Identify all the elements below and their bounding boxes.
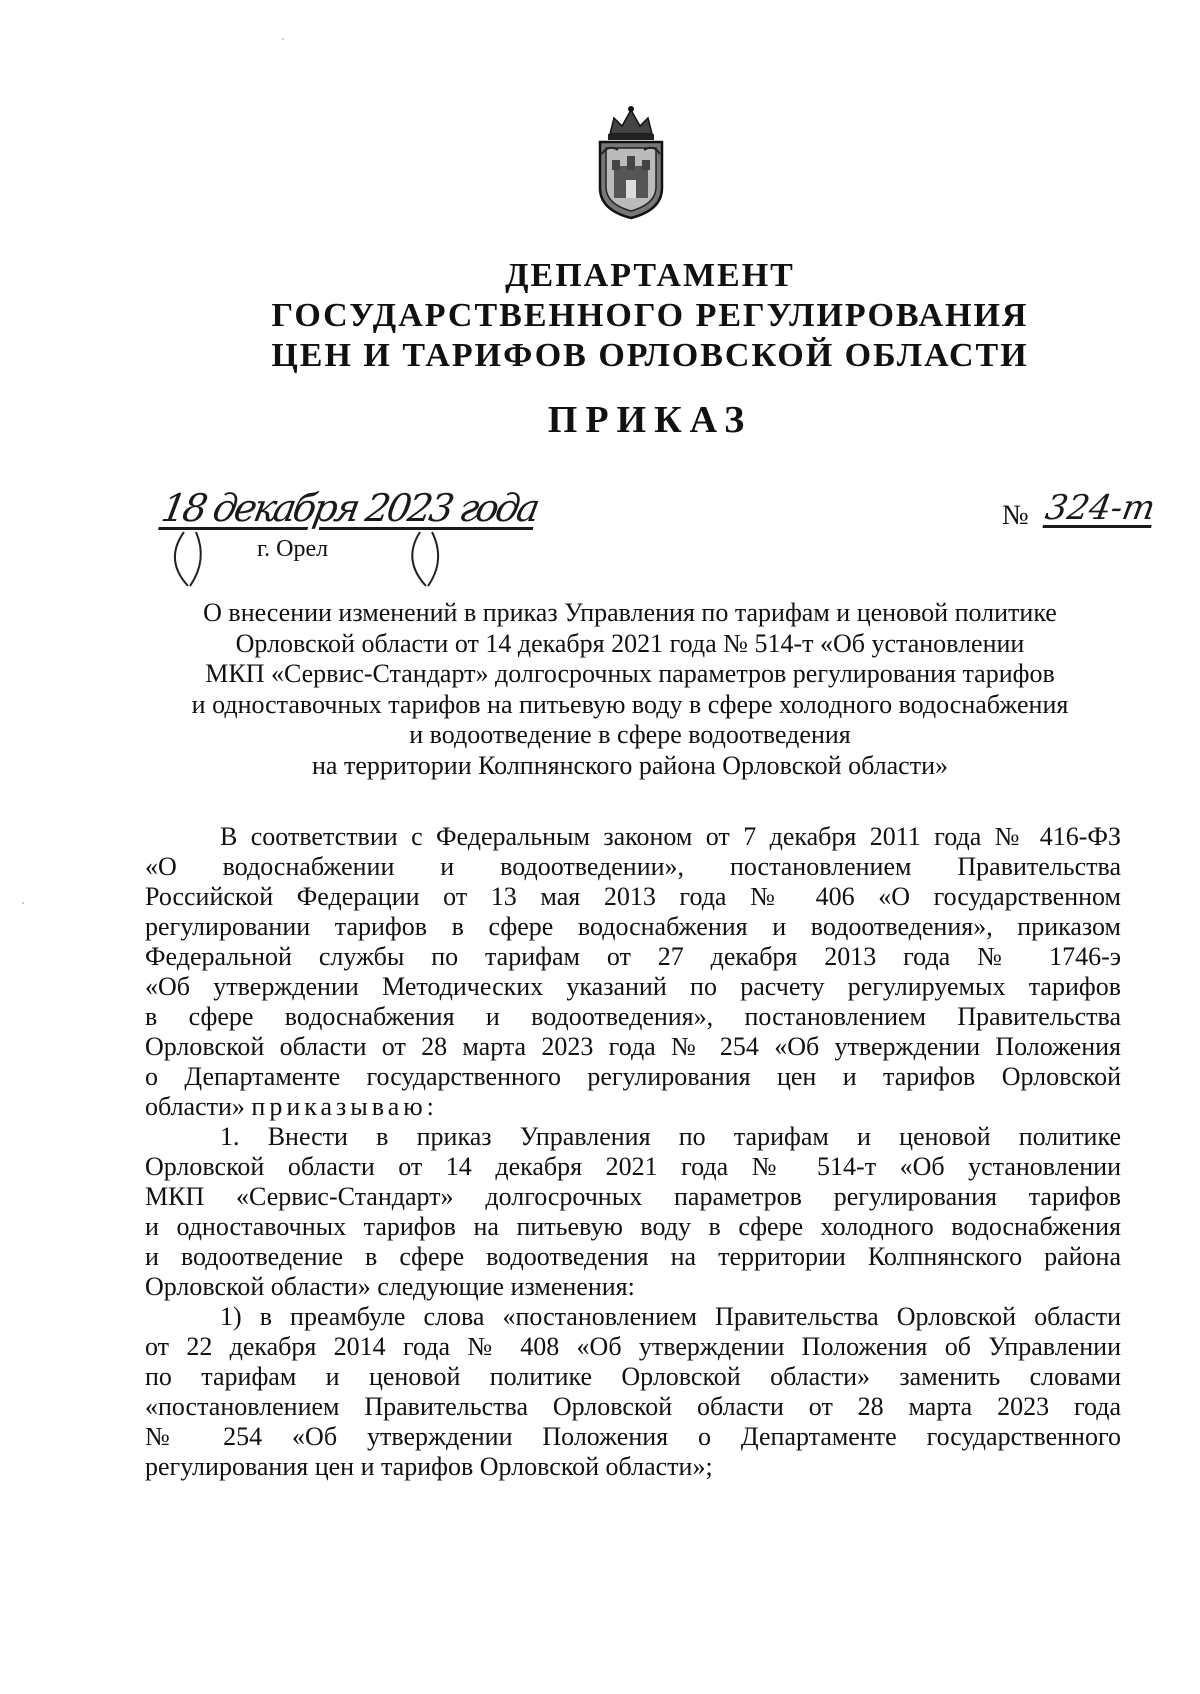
department-title-line-2: ГОСУДАРСТВЕННОГО РЕГУЛИРОВАНИЯ bbox=[271, 297, 1029, 334]
item-1-1-line: 1) в преамбуле слова «постановлением Правительства Орловской области bbox=[220, 1302, 1121, 1331]
body-line: Федеральной службы по тарифам от 27 декабря 2013 года № 1746-э bbox=[145, 942, 1121, 971]
item-1-line: 1. Внести в приказ Управления по тарифам и ценовой политике bbox=[220, 1122, 1121, 1151]
order-number-label: № bbox=[1002, 500, 1029, 531]
item-1-1-line: № 254 «Об утверждении Положения о Департаменте государственного bbox=[145, 1422, 1121, 1451]
subject-line: МКП «Сервис-Стандарт» долгосрочных параметров регулирования тарифов bbox=[205, 659, 1055, 688]
order-subject bbox=[140, 598, 1120, 781]
department-title-line-1: ДЕПАРТАМЕНТ bbox=[505, 257, 795, 294]
body-line: о Департаменте государственного регулирования цен и тарифов Орловской bbox=[145, 1062, 1121, 1091]
orel-region-coat-of-arms-icon bbox=[588, 104, 674, 222]
item-1-1-line: регулирования цен и тарифов Орловской области»; bbox=[145, 1452, 713, 1481]
decree-prefix: области» bbox=[145, 1092, 252, 1121]
item-1-1-line: по тарифам и ценовой политике Орловской области» заменить словами bbox=[145, 1362, 1121, 1391]
scan-speck bbox=[22, 902, 24, 904]
item-1-1-line: от 22 декабря 2014 года № 408 «Об утверждении Положения об Управлении bbox=[145, 1332, 1121, 1361]
subject-line: О внесении изменений в приказ Управления по тарифам и ценовой политике bbox=[203, 598, 1057, 627]
subject-line: и одноставочных тарифов на питьевую воду в сфере холодного водоснабжения bbox=[191, 689, 1069, 719]
subject-line: Орловской области от 14 декабря 2021 года № 514-т «Об установлении bbox=[235, 628, 1025, 658]
handwritten-order-number: 324-т bbox=[1042, 488, 1159, 528]
item-1-line: Орловской области от 14 декабря 2021 года № 514-т «Об установлении bbox=[145, 1152, 1121, 1181]
body-line-decree bbox=[145, 1092, 1121, 1122]
city-label: г. Орел bbox=[257, 536, 329, 562]
scan-speck bbox=[282, 38, 284, 40]
department-title-line-3: ЦЕН И ТАРИФОВ ОРЛОВСКОЙ ОБЛАСТИ bbox=[271, 337, 1029, 374]
item-1-line: Орловской области» следующие изменения: bbox=[145, 1272, 635, 1301]
body-line: в сфере водоснабжения и водоотведения», постановлением Правительства bbox=[145, 1002, 1121, 1031]
body-line: регулировании тарифов в сфере водоснабжения и водоотведения», приказом bbox=[145, 912, 1121, 941]
decree-word: приказываю: bbox=[251, 1092, 438, 1121]
handwritten-date: 18 декабря 2023 года bbox=[158, 486, 541, 530]
item-1-line: МКП «Сервис-Стандарт» долгосрочных параметров регулирования тарифов bbox=[145, 1182, 1121, 1211]
item-1-line: и водоотведение в сфере водоотведения на территории Колпнянского района bbox=[145, 1242, 1121, 1271]
body-line: Орловской области от 28 марта 2023 года № 254 «Об утверждении Положения bbox=[145, 1032, 1121, 1061]
body-line: В соответствии с Федеральным законом от 7 декабря 2011 года № 416-ФЗ bbox=[220, 822, 1121, 851]
body-line: Российской Федерации от 13 мая 2013 года № 406 «О государственном bbox=[145, 882, 1121, 911]
body-line: «О водоснабжении и водоотведении», постановлением Правительства bbox=[145, 852, 1121, 881]
subject-line: на территории Колпнянского района Орловской области» bbox=[312, 750, 948, 780]
document-type-title: ПРИКАЗ bbox=[547, 399, 753, 441]
item-1-1-line: «постановлением Правительства Орловской области от 28 марта 2023 года bbox=[145, 1392, 1121, 1421]
body-line: «Об утверждении Методических указаний по расчету регулируемых тарифов bbox=[145, 972, 1121, 1001]
subject-line: и водоотведение в сфере водоотведения bbox=[409, 720, 851, 749]
item-1-line: и одноставочных тарифов на питьевую воду в сфере холодного водоснабжения bbox=[145, 1212, 1121, 1241]
